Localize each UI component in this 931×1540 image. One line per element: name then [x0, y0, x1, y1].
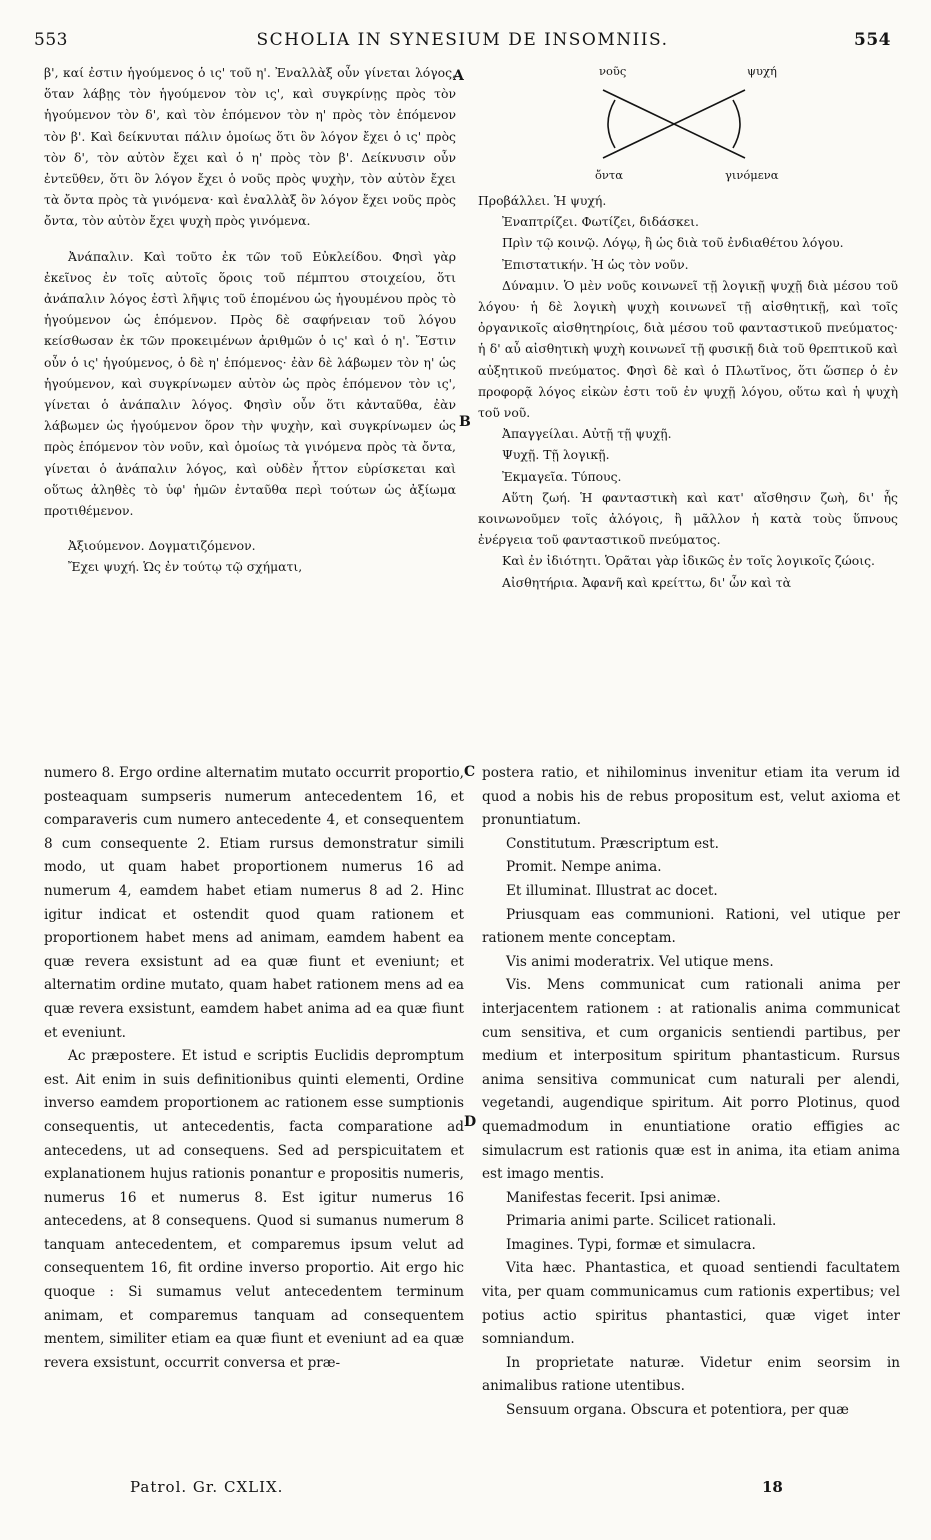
proportion-diagram	[575, 64, 795, 184]
latin-paragraph: Ac præpostere. Et istud e scriptis Euclidis depromptum est. Ait enim in suis definitionibus quinti elementi, Ordine inverso eamdem proportionem ac rationem esse sumptionis consequentis, ut antecedentis, facta comparatione ad antecedens, ut ad consequens. Sed ad perspicuitatem et explanationem hujus rationis ponantur e propositis numeris, numerus 16 et numerus 8. Est igitur numerus 16 antecedens, at 8 consequens. Quod si sumanus numerum 8 tanquam antecedentem, et comparemus ipsum velut ad consequentem 16, fit ordine inverso proportio. Ait ergo hic quoque : Si sumamus velut antecedentem terminum animam, et comparemus tanquam ad consequentem mentem, similiter etiam ea quæ fiunt et eveniunt ad ea quæ revera exsistunt, occurrit conversa et præ-	[44, 1048, 464, 1371]
greek-lemma: Δύναμιν. Ὁ μὲν νοῦς κοινωνεῖ τῇ λογικῇ ψυχῇ διὰ μέσου τοῦ λόγου· ἡ δὲ λογικὴ ψυχὴ κοινωνεῖ τῇ αἰσθητικῇ, καὶ τοῖς ὀργανικοῖς αἰσθητηρίοις, διὰ μέσου τοῦ φανταστικοῦ πνεύματος· ἡ δ' αὖ αἰσθητικὴ ψυχὴ κοινωνεῖ τῇ φυσικῇ διὰ τοῦ θρεπτικοῦ καὶ αὐξητικοῦ πνεύματος. Φησὶ δὲ καὶ ὁ Πλωτῖνος, ὅτι ὥσπερ ὁ ἐν προφορᾷ λόγος εἰκὼν ἐστι τοῦ ἐν ψυχῇ λόγου, οὕτω καὶ ἡ ψυχὴ τοῦ νοῦ.	[478, 277, 898, 421]
diagram-label-psyche: ψυχή	[747, 64, 777, 78]
latin-lemma: Manifestas fecerit. Ipsi animæ.	[506, 1189, 721, 1206]
footer-signature: Patrol. Gr. CXLIX.	[130, 1478, 284, 1496]
greek-lemma: Ἔχει ψυχή. Ὡς ἐν τούτῳ τῷ σχήματι,	[68, 559, 303, 575]
margin-marker-d: D	[464, 1114, 477, 1130]
diagram-label-nous: νοῦς	[599, 64, 627, 78]
running-header	[34, 30, 891, 54]
latin-paragraph: numero 8. Ergo ordine alternatim mutato occurrit proportio, posteaquam sumpseris numerum antecedentem 16, et comparaveris cum numero antecedente 4, et consequentem 8 cum consequente 2. Etiam rursus demonstratur simili modo, ut quam habet proportionem numerus 16 ad numerum 4, eamdem habet etiam numerus 8 ad 2. Hinc igitur indicat et ostendit quod quam rationem et proportionem habet mens ad animam, eamdem habent ea quæ revera exsistunt ad ea quæ fiunt et eveniunt; et alternatim ordine mutato, quam habet rationem mens ad ea quæ revera exsistunt, eamdem habet anima ad ea quæ fiunt et eveniunt.	[44, 765, 464, 1041]
diagram-cross-lines	[575, 64, 795, 184]
greek-lemma: Ἐναπτρίζει. Φωτίζει, διδάσκει.	[502, 214, 699, 230]
greek-lemma: Προβάλλει. Ἡ ψυχή.	[478, 193, 607, 208]
greek-paragraph: Ἀνάπαλιν. Καὶ τοῦτο ἐκ τῶν τοῦ Εὐκλείδου. Φησὶ γὰρ ἐκεῖνος ἐν τοῖς αὐτοῖς ὅροις τοῦ πέμπτου στοιχείου, ὅτι ἀνάπαλιν λόγος ἐστὶ λῆψις τοῦ ἑπομένου ὡς ἡγουμένου πρὸς τὸ ἡγούμενον ὡς ἑπόμενον. Πρὸς δὲ σαφήνειαν τοῦ λόγου κείσθωσαν ἐκ τῶν προκειμένων ἀριθμῶν ὁ ις' καὶ ὁ η'. Ἔστιν οὖν ὁ ις' ἡγούμενος, ὁ δὲ η' ἑπόμενος· ἐὰν δὲ λάβωμεν τὸν η' ὡς ἡγούμενον, καὶ συγκρίνωμεν αὐτὸν ὡς πρὸς ἑπόμενον τὸν ις', γίνεται ὁ ἀνάπαλιν λόγος. Φησὶν οὖν ὅτι κἀνταῦθα, ἐὰν λάβωμεν ὡς ἡγούμενον ὅρον τὴν ψυχὴν, καὶ συγκρίνωμεν ὡς πρὸς ἑπόμενον τὸν νοῦν, καὶ ὁμοίως τὰ γινόμενα πρὸς τὰ ὄντα, γίνεται ὁ ἀνάπαλιν λόγος, καὶ οὐδὲν ἧττον εὑρίσκεται καὶ οὕτως ἀληθὲς τὸ ὑφ' ἡμῶν ἐνταῦθα περὶ τούτων ὡς ἀξίωμα προτιθέμενον.	[44, 248, 456, 519]
latin-lemma: Vita hæc. Phantastica, et quoad sentiendi facultatem vita, per quam communicamus cum rationis expertibus; vel potius actio spiritus phantastici, quæ viget inter somniandum.	[482, 1260, 900, 1348]
greek-column-left	[44, 62, 456, 578]
page-number-left: 553	[34, 30, 68, 50]
latin-lemma: Vis animi moderatrix. Vel utique mens.	[506, 953, 774, 970]
latin-lemma: Constitutum. Præscriptum est.	[506, 835, 719, 852]
latin-lemma: Primaria animi parte. Scilicet rationali.	[506, 1213, 777, 1230]
diagram-label-ginomena: γινόμενα	[725, 168, 779, 182]
latin-column-right	[482, 762, 900, 1423]
latin-paragraph: postera ratio, et nihilominus invenitur etiam ita verum id quod a nobis his de rebus propositum est, velut axioma et pronuntiatum.	[482, 765, 900, 829]
running-title: SCHOLIA IN SYNESIUM DE INSOMNIIS.	[256, 30, 669, 50]
greek-lemma: Ἐκμαγεῖα. Τύπους.	[502, 468, 622, 484]
greek-lemma: Πρὶν τῷ κοινῷ. Λόγῳ, ἢ ὡς διὰ τοῦ ἐνδιαθέτου λόγου.	[502, 235, 844, 251]
page-number-right: 554	[854, 30, 891, 50]
latin-lemma: In proprietate naturæ. Videtur enim seorsim in animalibus ratione utentibus.	[482, 1354, 900, 1395]
latin-lemma: Imagines. Typi, formæ et simulacra.	[506, 1236, 756, 1253]
latin-column-left	[44, 762, 464, 1375]
greek-lemma: Αὕτη ζωή. Ἡ φανταστικὴ καὶ κατ' αἴσθησιν ζωὴ, δι' ἧς κοινωνοῦμεν τοῖς ἀλόγοις, ἢ μᾶλλον ἡ κατὰ τοὺς ὕπνους ἐνέργεια τοῦ φανταστικοῦ πνεύματος.	[478, 489, 898, 548]
latin-lemma: Promit. Nempe anima.	[506, 859, 662, 876]
latin-lemma: Sensuum organa. Obscura et potentiora, per quæ	[506, 1402, 849, 1419]
footer-sheet-number: 18	[762, 1478, 783, 1496]
latin-lemma: Et illuminat. Illustrat ac docet.	[506, 882, 718, 899]
greek-lemma: Ἐπιστατικήν. Ἡ ὡς τὸν νοῦν.	[502, 256, 689, 272]
greek-lemma: Ψυχῇ. Τῇ λογικῇ.	[502, 447, 610, 463]
margin-marker-b: B	[459, 414, 471, 430]
latin-lemma: Vis. Mens communicat cum rationali anima per interjacentem rationem : at rationalis anima communicat cum sensitiva, et cum organicis sentiendi partibus, per medium et interpositum spiritum phantasticum. Rursus anima sensitiva communicat cum naturali per alendi, vegetandi, augendique spiritum. Ait porro Plotinus, quod quemadmodum in enuntiatione oratio effigies ac simulacrum est rationis quæ est in anima, ita etiam anima est imago mentis.	[482, 977, 900, 1183]
latin-lemma: Priusquam eas communioni. Rationi, vel utique per rationem mente conceptam.	[482, 906, 900, 947]
greek-column-right	[478, 190, 898, 593]
greek-lemma: Αἰσθητήρια. Ἀφανῆ καὶ κρείττω, δι' ὧν καὶ τὰ	[502, 574, 791, 590]
margin-marker-a: A	[453, 68, 464, 84]
page-footer	[130, 1478, 801, 1502]
greek-lemma: Καὶ ἐν ἰδιότητι. Ὁρᾶται γὰρ ἰδικῶς ἐν τοῖς λογικοῖς ζώοις.	[502, 553, 875, 569]
diagram-label-onta: ὄντα	[595, 168, 624, 182]
greek-lemma: Ἀπαγγείλαι. Αὐτῇ τῇ ψυχῇ.	[502, 426, 672, 442]
greek-lemma: Ἀξιούμενον. Δογματιζόμενον.	[68, 538, 256, 554]
greek-paragraph: β', καί ἐστιν ἡγούμενος ὁ ις' τοῦ η'. Ἐναλλὰξ οὖν γίνεται λόγος, ὅταν λάβῃς τὸν ἡγούμενον τὸν ις', καὶ συγκρίνῃς πρὸς τὸν ἡγούμενον τὸν δ', καὶ τὸν ἑπόμενον τὸν η' πρὸς τὸν ἑπόμενον τὸν β'. Καὶ δείκνυται πάλιν ὁμοίως ὅτι ὃν λόγον ἔχει ὁ ις' πρὸς τὸν δ', τὸν αὐτὸν ἔχει καὶ ὁ η' πρὸς τὸν β'. Δείκνυσιν οὖν ἐντεῦθεν, ὅτι ὃν λόγον ἔχει ὁ νοῦς πρὸς ψυχὴν, τὸν αὐτὸν ἔχει τὰ ὄντα πρὸς τὰ γινόμενα· καὶ ἐναλλὰξ ὃν λόγον ἔχει νοῦς πρὸς ὄντα, τὸν αὐτὸν ἔχει ψυχὴ πρὸς γινόμενα.	[44, 65, 456, 229]
margin-marker-c: C	[464, 764, 476, 780]
